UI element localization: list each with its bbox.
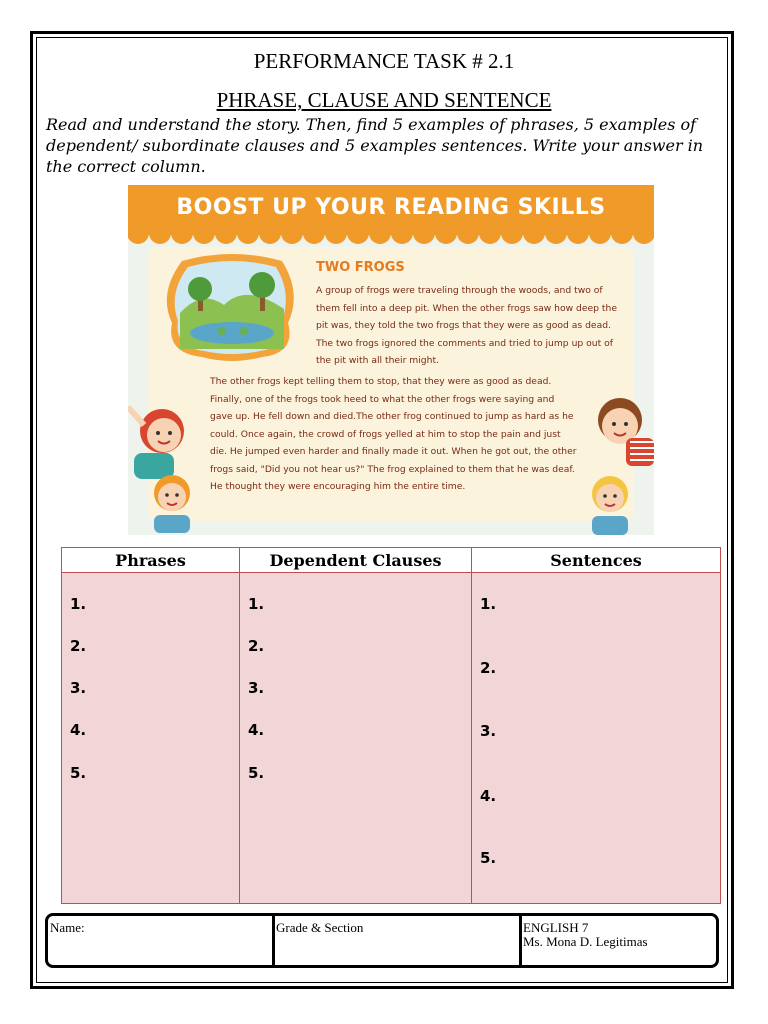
dependent-clauses-answer-cell[interactable] <box>240 573 472 904</box>
phrase-item-5: 5. <box>70 764 87 782</box>
sentence-item-5: 5. <box>480 849 497 867</box>
instructions: Read and understand the story. Then, find 5 examples of phrases, 5 examples of dependent/ subordinate clauses and 5 examples sentences. Write your answer in the correct column. <box>46 115 704 176</box>
clause-item-2: 2. <box>248 637 265 655</box>
story-paragraph-2: The other frogs kept telling them to stop, that they were as good as dead. Finally, one of the frogs took heed to what the other frogs were saying and gave up. He fell down and died.The other frog continued to jump as hard as he could. Once again, the crowd of frogs yelled at him to stop the pain and just die. He jumped even harder and finally made it out. When he got out, the other frogs said, "Did you not hear us?" The frog explained to them that he was deaf. He thought they were encouraging him the entire time. <box>210 376 577 492</box>
story-paragraph-1: A group of frogs were traveling through the woods, and two of them fell into a deep pit. When the other frogs saw how deep the pit was, they told the two frogs that they were as good as dead. The two frogs ignored the comments and tried to jump up out of the pit with all their might. <box>316 285 618 366</box>
child-illustration-right <box>574 390 654 535</box>
subject-label: ENGLISH 7 <box>523 920 589 935</box>
clause-item-3: 3. <box>248 679 265 697</box>
answer-table <box>61 547 721 904</box>
sentence-item-4: 4. <box>480 787 497 805</box>
footer-box <box>45 913 719 968</box>
pond-scene-illustration <box>162 253 302 363</box>
sentence-item-3: 3. <box>480 722 497 740</box>
sentence-item-1: 1. <box>480 595 497 613</box>
grade-section-field[interactable] <box>275 916 519 965</box>
task-subtitle: PHRASE, CLAUSE AND SENTENCE <box>216 88 552 112</box>
clause-item-1: 1. <box>248 595 265 613</box>
sentence-item-2: 2. <box>480 659 497 677</box>
header-phrases: Phrases <box>62 548 240 573</box>
sentences-answer-cell[interactable] <box>472 573 721 904</box>
phrase-item-4: 4. <box>70 721 87 739</box>
name-label: Name: <box>50 920 85 935</box>
phrase-item-1: 1. <box>70 595 87 613</box>
phrases-answer-cell[interactable] <box>62 573 240 904</box>
grade-section-label: Grade & Section <box>276 920 364 935</box>
teacher-name: Ms. Mona D. Legitimas <box>523 934 648 949</box>
subject-info <box>522 916 716 965</box>
phrase-item-2: 2. <box>70 637 87 655</box>
banner-text: BOOST UP YOUR READING SKILLS <box>176 195 606 220</box>
story-image <box>128 185 654 535</box>
task-title: PERFORMANCE TASK # 2.1 <box>253 49 515 73</box>
story-title: TWO FROGS <box>316 260 405 275</box>
phrase-item-3: 3. <box>70 679 87 697</box>
name-field[interactable] <box>48 916 272 965</box>
header-dependent-clauses: Dependent Clauses <box>240 548 472 573</box>
header-sentences: Sentences <box>472 548 721 573</box>
clause-item-4: 4. <box>248 721 265 739</box>
child-illustration-left <box>128 397 208 533</box>
clause-item-5: 5. <box>248 764 265 782</box>
